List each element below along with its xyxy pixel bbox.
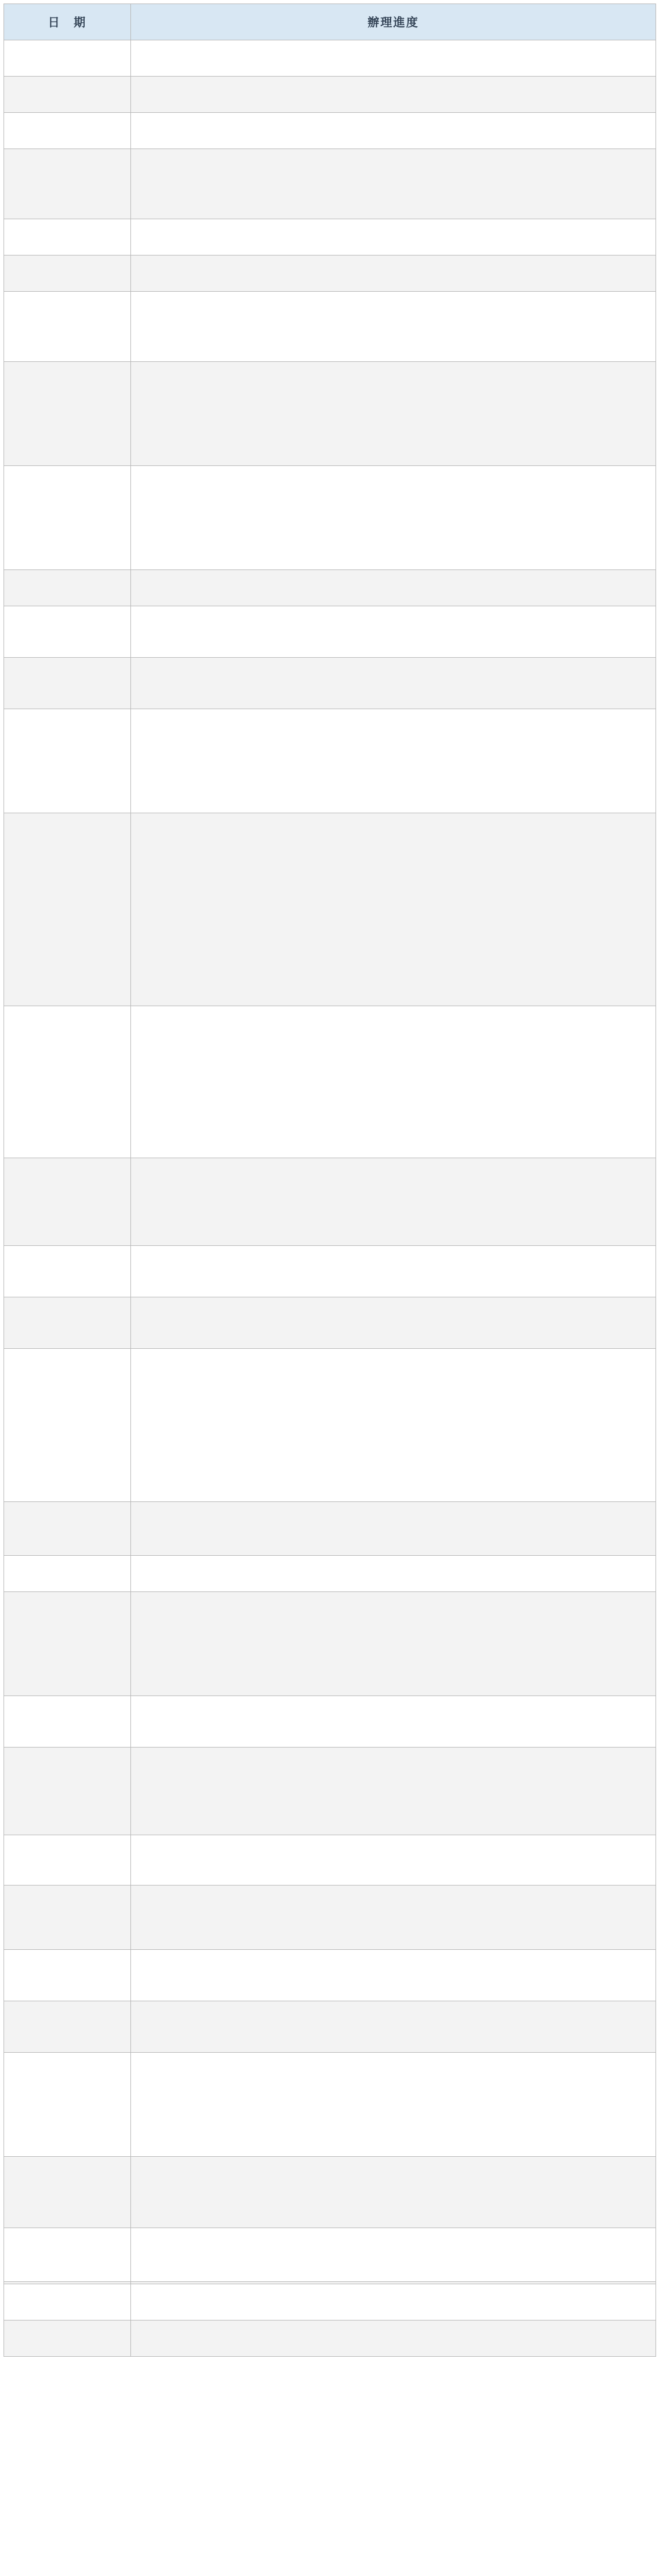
row-progress — [131, 658, 656, 709]
row-date — [4, 709, 131, 813]
table-row — [4, 149, 656, 219]
row-progress — [131, 2228, 656, 2282]
row-progress — [131, 1556, 656, 1592]
row-date — [4, 1835, 131, 1886]
table-row — [4, 606, 656, 658]
table-row — [4, 466, 656, 570]
row-date — [4, 2157, 131, 2228]
row-date — [4, 1246, 131, 1297]
row-date — [4, 658, 131, 709]
row-progress — [131, 77, 656, 113]
table-row — [4, 255, 656, 292]
table-row — [4, 219, 656, 255]
row-date — [4, 570, 131, 606]
row-progress — [131, 1246, 656, 1297]
table-row — [4, 2001, 656, 2053]
table-header-row — [4, 4, 656, 40]
table-row — [4, 570, 656, 606]
row-date — [4, 1886, 131, 1950]
row-progress — [131, 606, 656, 658]
table-row — [4, 658, 656, 709]
row-progress — [131, 2001, 656, 2053]
row-progress — [131, 255, 656, 292]
row-progress — [131, 1349, 656, 1502]
table-row — [4, 2284, 656, 2321]
table-row — [4, 1246, 656, 1297]
table-row — [4, 1696, 656, 1748]
row-date — [4, 1556, 131, 1592]
row-date — [4, 1349, 131, 1502]
row-date — [4, 813, 131, 1006]
table-row — [4, 1006, 656, 1158]
table-row — [4, 77, 656, 113]
table-row — [4, 1158, 656, 1246]
row-date — [4, 219, 131, 255]
row-date — [4, 77, 131, 113]
row-date — [4, 606, 131, 658]
schedule-body — [4, 40, 656, 2357]
row-progress — [131, 2284, 656, 2321]
row-date — [4, 1006, 131, 1158]
row-date — [4, 2321, 131, 2357]
row-progress — [131, 1835, 656, 1886]
table-row — [4, 2321, 656, 2357]
row-progress — [131, 219, 656, 255]
row-progress — [131, 362, 656, 466]
table-row — [4, 2053, 656, 2157]
row-progress — [131, 1502, 656, 1556]
row-date — [4, 149, 131, 219]
row-progress — [131, 2053, 656, 2157]
row-progress — [131, 709, 656, 813]
row-progress — [131, 1297, 656, 1349]
row-date — [4, 2284, 131, 2321]
row-progress — [131, 1696, 656, 1748]
table-row — [4, 1835, 656, 1886]
row-progress — [131, 149, 656, 219]
table-row — [4, 1502, 656, 1556]
row-progress — [131, 466, 656, 570]
header-date: 日 期 — [4, 4, 131, 40]
row-progress — [131, 2157, 656, 2228]
table-row — [4, 2228, 656, 2282]
table-row — [4, 1950, 656, 2001]
table-row — [4, 362, 656, 466]
table-row — [4, 1297, 656, 1349]
row-date — [4, 1502, 131, 1556]
row-date — [4, 1950, 131, 2001]
row-date — [4, 1748, 131, 1835]
table-row — [4, 1592, 656, 1696]
row-date — [4, 1592, 131, 1696]
table-row — [4, 1748, 656, 1835]
row-date — [4, 362, 131, 466]
row-progress — [131, 1748, 656, 1835]
row-date — [4, 1158, 131, 1246]
row-progress — [131, 292, 656, 362]
row-progress — [131, 1592, 656, 1696]
table-row — [4, 1349, 656, 1502]
row-date — [4, 2053, 131, 2157]
row-date — [4, 292, 131, 362]
table-row — [4, 813, 656, 1006]
row-date — [4, 2001, 131, 2053]
row-progress — [131, 813, 656, 1006]
row-progress — [131, 113, 656, 149]
table-row — [4, 40, 656, 77]
row-progress — [131, 2321, 656, 2357]
table-row — [4, 1886, 656, 1950]
table-row — [4, 113, 656, 149]
row-progress — [131, 1006, 656, 1158]
table-row — [4, 709, 656, 813]
row-date — [4, 255, 131, 292]
header-progress: 辦理進度 — [131, 4, 656, 40]
row-progress — [131, 1886, 656, 1950]
table-row — [4, 1556, 656, 1592]
schedule-table — [4, 4, 656, 2357]
row-date — [4, 1297, 131, 1349]
row-date — [4, 40, 131, 77]
row-progress — [131, 1158, 656, 1246]
table-row — [4, 292, 656, 362]
row-date — [4, 466, 131, 570]
row-progress — [131, 40, 656, 77]
row-progress — [131, 570, 656, 606]
row-date — [4, 1696, 131, 1748]
row-date — [4, 2228, 131, 2282]
row-date — [4, 113, 131, 149]
row-progress — [131, 1950, 656, 2001]
table-row — [4, 2157, 656, 2228]
